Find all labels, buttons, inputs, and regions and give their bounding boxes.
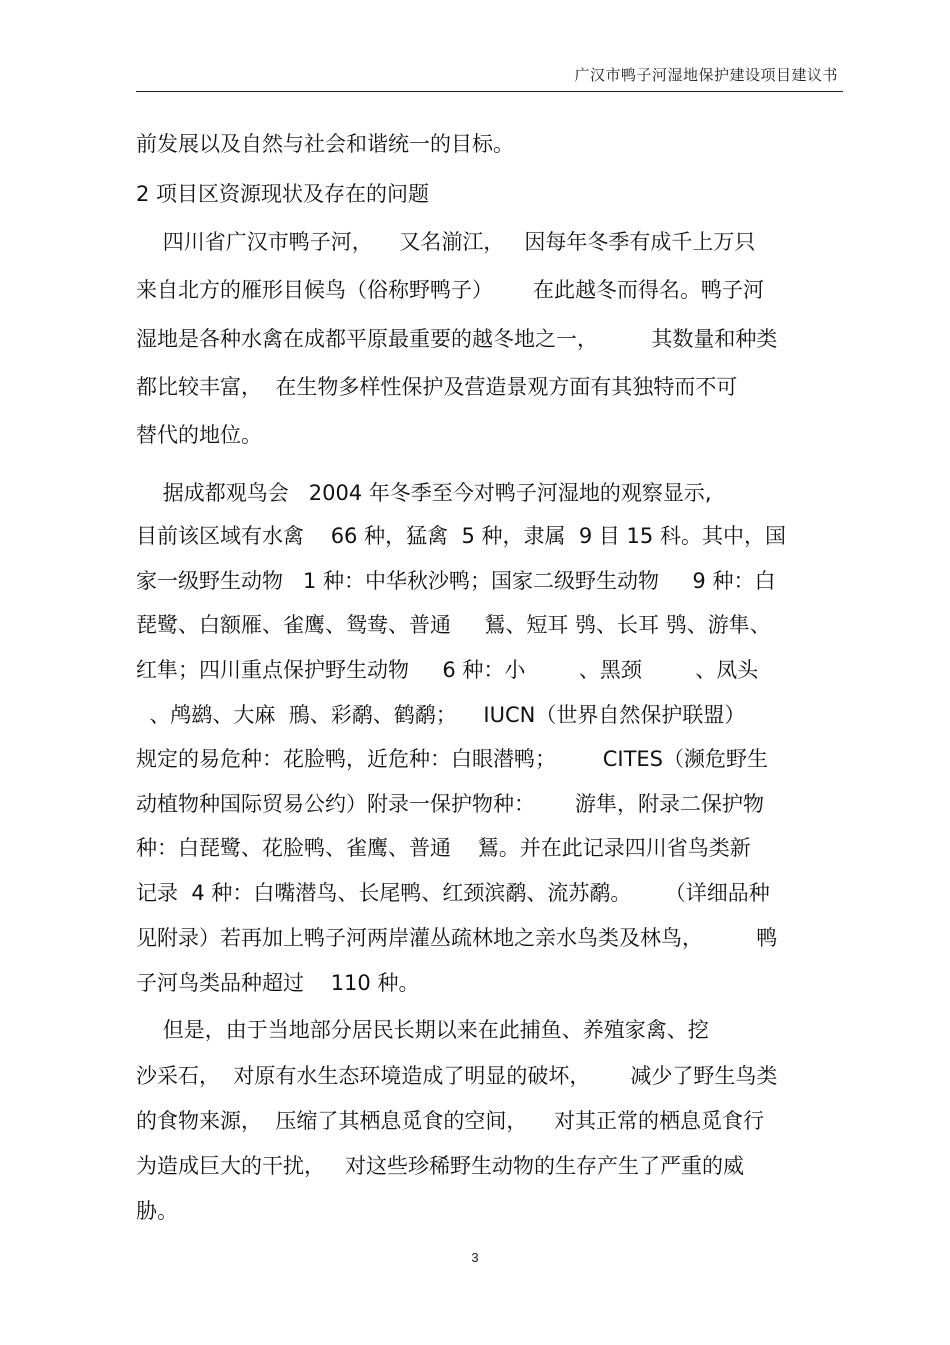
body-line: 但是，由于当地部分居民长期以来在此捕鱼、养殖家禽、挖 [136, 1018, 709, 1042]
section-heading: 2 项目区资源现状及存在的问题 [136, 182, 430, 206]
body-line: 前发展以及自然与社会和谐统一的目标。 [136, 132, 514, 156]
body-line: 湿地是各种水禽在成都平原最重要的越冬地之一， 其数量和种类 [136, 327, 778, 351]
body-line: 、鸬鹚、大麻 鳽、彩鹬、鹤鹬； IUCN（世界自然保护联盟） [136, 703, 746, 727]
running-header-title: 广汉市鸭子河湿地保护建设项目建议书 [574, 66, 838, 84]
body-line: 沙采石， 对原有水生态环境造成了明显的破坏， 减少了野生鸟类 [136, 1064, 778, 1088]
body-line: 记录 4 种：白嘴潜鸟、长尾鸭、红颈滨鹬、流苏鹬。 （详细品种 [136, 881, 770, 905]
body-line: 四川省广汉市鸭子河， 又名湔江， 因每年冬季有成千上万只 [136, 230, 756, 254]
body-line: 为造成巨大的干扰， 对这些珍稀野生动物的生存产生了严重的威 [136, 1154, 745, 1178]
body-line: 动植物种国际贸易公约）附录一保护物种： 游隼，附录二保护物 [136, 792, 765, 816]
body-line: 据成都观鸟会 2004 年冬季至今对鸭子河湿地的观察显示, [136, 481, 712, 505]
body-line: 目前该区域有水禽 66 种，猛禽 5 种，隶属 9 目 15 科。其中，国 [136, 524, 786, 548]
body-line: 的食物来源， 压缩了其栖息觅食的空间， 对其正常的栖息觅食行 [136, 1109, 765, 1133]
header-divider [136, 91, 843, 92]
body-line: 红隼；四川重点保护野生动物 6 种：小 、黑颈 、凤头 [136, 658, 759, 682]
page-number: 3 [471, 1250, 479, 1265]
body-line: 见附录）若再加上鸭子河两岸灌丛疏林地之亲水鸟类及林鸟， 鸭 [136, 926, 778, 950]
body-line: 规定的易危种：花脸鸭，近危种：白眼潜鸭； CITES（濒危野生 [136, 747, 769, 771]
body-line: 种：白琵鹭、花脸鸭、雀鹰、普通 鵟。并在此记录四川省鸟类新 [136, 836, 751, 860]
body-line: 家一级野生动物 1 种：中华秋沙鸭；国家二级野生动物 9 种：白 [136, 569, 776, 593]
body-line: 替代的地位。 [136, 423, 262, 447]
body-line: 来自北方的雁形目候鸟（俗称野鸭子） 在此越冬而得名。鸭子河 [136, 278, 765, 302]
body-line: 胁。 [136, 1199, 178, 1223]
body-line: 琵鹭、白额雁、雀鹰、鸳鸯、普通 鵟、短耳 鸮、长耳 鸮、游隼、 [136, 613, 771, 637]
body-line: 都比较丰富， 在生物多样性保护及营造景观方面有其独特而不可 [136, 375, 738, 399]
body-line: 子河鸟类品种超过 110 种。 [136, 971, 420, 995]
